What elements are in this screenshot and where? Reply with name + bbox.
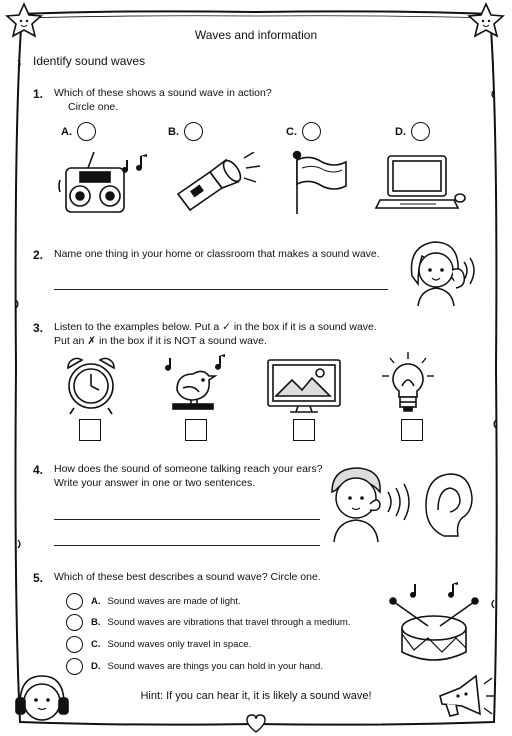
television-icon <box>264 358 344 416</box>
question-1-text: Which of these shows a sound wave in action? <box>54 87 272 99</box>
option-d-label: D. <box>395 126 406 138</box>
choice-a[interactable] <box>66 592 241 610</box>
question-2-text: Name one thing in your home or classroom that makes a sound wave. <box>54 248 380 260</box>
checkbox-bird[interactable] <box>185 419 207 441</box>
choice-b[interactable] <box>66 613 350 631</box>
choice-c-letter: C. <box>91 638 101 650</box>
checkbox-light-bulb[interactable] <box>401 419 423 441</box>
flag-icon <box>288 150 352 216</box>
choice-d-letter: D. <box>91 660 101 672</box>
question-1-number: 1. <box>33 87 44 101</box>
question-4-text: How does the sound of someone talking reach your ears? <box>54 463 323 475</box>
page-title: Waves and information <box>194 28 318 42</box>
answer-line-q4-2[interactable] <box>54 545 320 546</box>
option-c-label: C. <box>286 126 297 138</box>
light-bulb-icon <box>380 350 436 416</box>
drum-icon <box>384 582 482 670</box>
choice-b-text: Sound waves are vibrations that travel through a medium. <box>107 616 351 628</box>
choice-a-letter: A. <box>91 595 101 607</box>
choice-c-text: Sound waves only travel in space. <box>107 638 252 650</box>
answer-line-q2[interactable] <box>54 289 388 290</box>
option-a-circle[interactable] <box>77 122 96 141</box>
girl-listening-icon <box>404 236 480 306</box>
checkbox-alarm-clock[interactable] <box>79 419 101 441</box>
question-4-instruction: Write your answer in one or two sentences. <box>54 477 256 489</box>
question-4-number: 4. <box>33 463 44 477</box>
option-b-circle[interactable] <box>184 122 203 141</box>
question-3-instruction: Put an ✗ in the box if it is NOT a sound wave. <box>54 335 267 347</box>
singing-bird-icon <box>163 354 229 416</box>
laptop-icon <box>374 152 470 214</box>
question-5-number: 5. <box>33 571 44 585</box>
question-2-number: 2. <box>33 248 44 262</box>
option-c-circle[interactable] <box>302 122 321 141</box>
choice-a-text: Sound waves are made of light. <box>107 595 241 607</box>
section-subtitle: Identify sound waves <box>33 54 146 68</box>
question-1-instruction: Circle one. <box>68 101 119 113</box>
flashlight-icon <box>172 152 268 214</box>
choice-d-text: Sound waves are things you can hold in your hand. <box>107 660 323 672</box>
choice-b-circle[interactable] <box>66 614 83 631</box>
question-5-text: Which of these best describes a sound wave? Circle one. <box>54 571 321 583</box>
choice-a-circle[interactable] <box>66 593 83 610</box>
alarm-clock-icon <box>60 354 122 416</box>
heart-icon <box>247 715 265 732</box>
checkbox-television[interactable] <box>293 419 315 441</box>
radio-icon <box>58 150 156 216</box>
choice-b-letter: B. <box>91 616 101 628</box>
question-3-number: 3. <box>33 321 44 335</box>
question-3-text: Listen to the examples below. Put a ✓ in the box if it is a sound wave. <box>54 321 377 333</box>
boy-talking-to-ear-icon <box>326 462 486 542</box>
choice-c-circle[interactable] <box>66 636 83 653</box>
option-b-label: B. <box>168 126 179 138</box>
option-a-label: A. <box>61 126 72 138</box>
option-d-circle[interactable] <box>411 122 430 141</box>
choice-d[interactable] <box>66 657 323 675</box>
choice-c[interactable] <box>66 635 251 653</box>
answer-line-q4-1[interactable] <box>54 519 320 520</box>
hint-text: Hint: If you can hear it, it is likely a sound wave! <box>140 690 372 702</box>
